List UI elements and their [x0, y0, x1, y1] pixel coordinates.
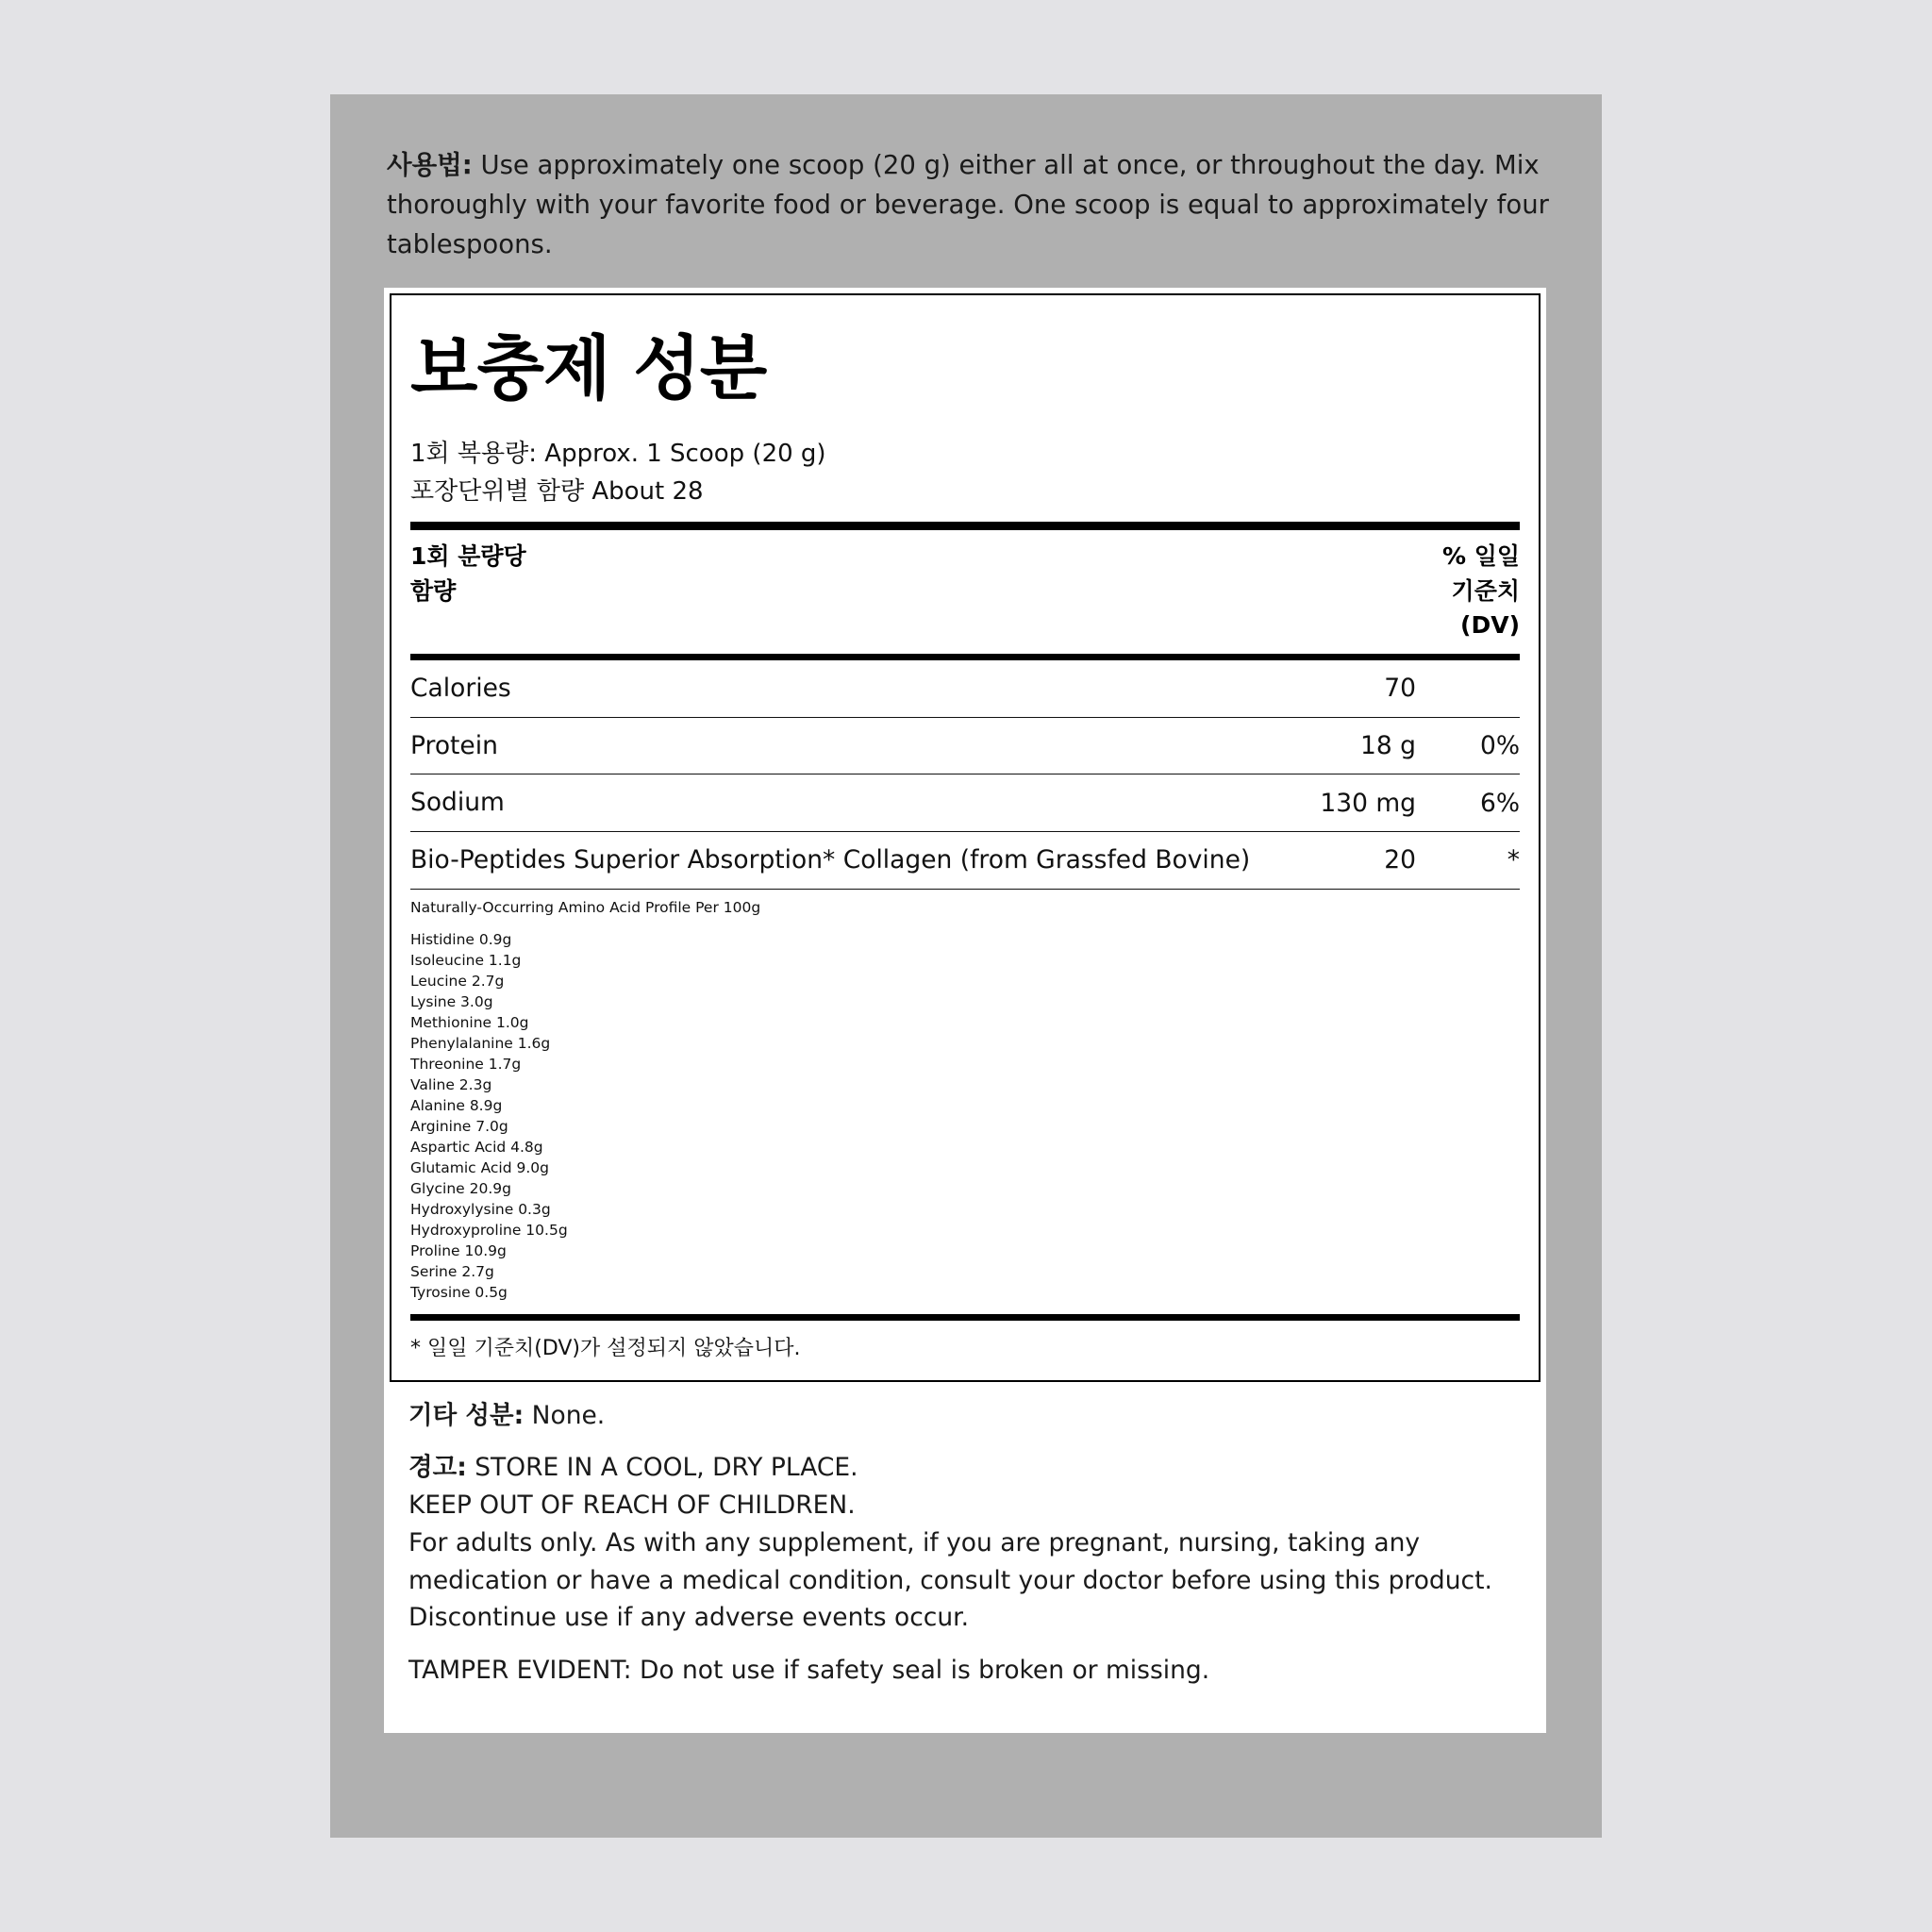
other-ingredients-label: 기타 성분:: [408, 1400, 525, 1430]
warning-body: For adults only. As with any supplement, if you are pregnant, nursing, taking any medication or have a medical condition, consult your doctor before using this product. Discontinue use if any adverse events occur.: [408, 1527, 1492, 1633]
header-dv-line1: % 일일: [1441, 542, 1520, 571]
list-item: Phenylalanine 1.6g: [410, 1034, 551, 1052]
list-item: Isoleucine 1.1g: [410, 951, 522, 969]
usage-directions: [387, 146, 1552, 264]
tamper-evident-note: TAMPER EVIDENT: Do not use if safety seal is broken or missing.: [408, 1656, 1210, 1686]
nutrient-amount: 18 g: [1360, 731, 1416, 761]
list-item: Lysine 3.0g: [410, 992, 493, 1010]
divider-thick-top: [410, 522, 1520, 530]
nutrient-name: Sodium: [410, 788, 505, 818]
list-item: Leucine 2.7g: [410, 972, 505, 990]
divider-header-bottom: [410, 654, 1520, 660]
header-dv-line3: (DV): [1460, 610, 1520, 639]
label-card: [330, 94, 1602, 1838]
list-item: Arginine 7.0g: [410, 1117, 508, 1135]
nutrient-dv: 6%: [1479, 788, 1520, 818]
list-item: Methionine 1.0g: [410, 1013, 529, 1031]
warning-line2: KEEP OUT OF REACH OF CHILDREN.: [408, 1491, 856, 1521]
header-amount-per-serving: [410, 540, 526, 608]
list-item: Hydroxyproline 10.5g: [410, 1221, 568, 1239]
other-ingredients-value: None.: [524, 1400, 606, 1430]
table-row: [410, 660, 1520, 717]
table-row: [410, 718, 1520, 774]
list-item: Hydroxylysine 0.3g: [410, 1200, 551, 1218]
header-dv-line2: 기준치: [1451, 576, 1520, 605]
serving-size: 1회 복용량: Approx. 1 Scoop (20 g): [410, 439, 826, 468]
supplement-facts-box: [390, 293, 1541, 1382]
list-item: Aspartic Acid 4.8g: [410, 1138, 543, 1156]
list-item: Histidine 0.9g: [410, 930, 512, 948]
list-item: Proline 10.9g: [410, 1241, 507, 1259]
nutrient-dv: 0%: [1479, 731, 1520, 761]
warning-line1: STORE IN A COOL, DRY PLACE.: [466, 1453, 858, 1483]
table-row: [410, 832, 1520, 889]
other-ingredients: [408, 1397, 1522, 1435]
nutrient-name: Bio-Peptides Superior Absorption* Collagen (from Grassfed Bovine): [410, 845, 1251, 875]
nutrient-name: Calories: [410, 674, 511, 704]
list-item: Tyrosine 0.5g: [410, 1283, 508, 1301]
table-row: [410, 774, 1520, 831]
nutrient-name: Protein: [410, 730, 498, 760]
divider-thick-bottom: [410, 1314, 1520, 1321]
header-amount-line2: 함량: [410, 576, 457, 605]
warning-block: [408, 1449, 1522, 1637]
nutrient-amount: 130 mg: [1320, 788, 1416, 818]
label-footer-text: [384, 1382, 1546, 1733]
dv-footnote: * 일일 기준치(DV)가 설정되지 않았습니다.: [410, 1336, 801, 1360]
list-item: Serine 2.7g: [410, 1262, 494, 1280]
list-item: Glutamic Acid 9.0g: [410, 1158, 549, 1176]
supplement-panel: [384, 288, 1546, 1733]
nutrient-amount: 20: [1384, 845, 1416, 875]
list-item: Alanine 8.9g: [410, 1096, 503, 1114]
header-daily-value: [1442, 540, 1520, 642]
amino-acid-list: [410, 929, 1520, 1314]
facts-table-header: [410, 530, 1520, 654]
servings-per-container: 포장단위별 함량 About 28: [410, 477, 704, 507]
list-item: Threonine 1.7g: [410, 1055, 522, 1073]
warning-label: 경고:: [408, 1453, 467, 1483]
usage-text: Use approximately one scoop (20 g) either all at once, or throughout the day. Mix thoroughly with your favorite food or beverage. One scoop is equal to approximately four tablespoons.: [387, 150, 1549, 259]
nutrient-dv: *: [1507, 845, 1520, 875]
header-amount-line1: 1회 분량당: [410, 542, 526, 571]
amino-profile-heading: Naturally-Occurring Amino Acid Profile Per 100g: [410, 898, 761, 916]
supplement-facts-title: 보충제 성분: [410, 328, 767, 409]
list-item: Glycine 20.9g: [410, 1179, 511, 1197]
list-item: Valine 2.3g: [410, 1075, 492, 1093]
nutrient-amount: 70: [1384, 674, 1416, 704]
usage-label: 사용법:: [387, 150, 473, 180]
